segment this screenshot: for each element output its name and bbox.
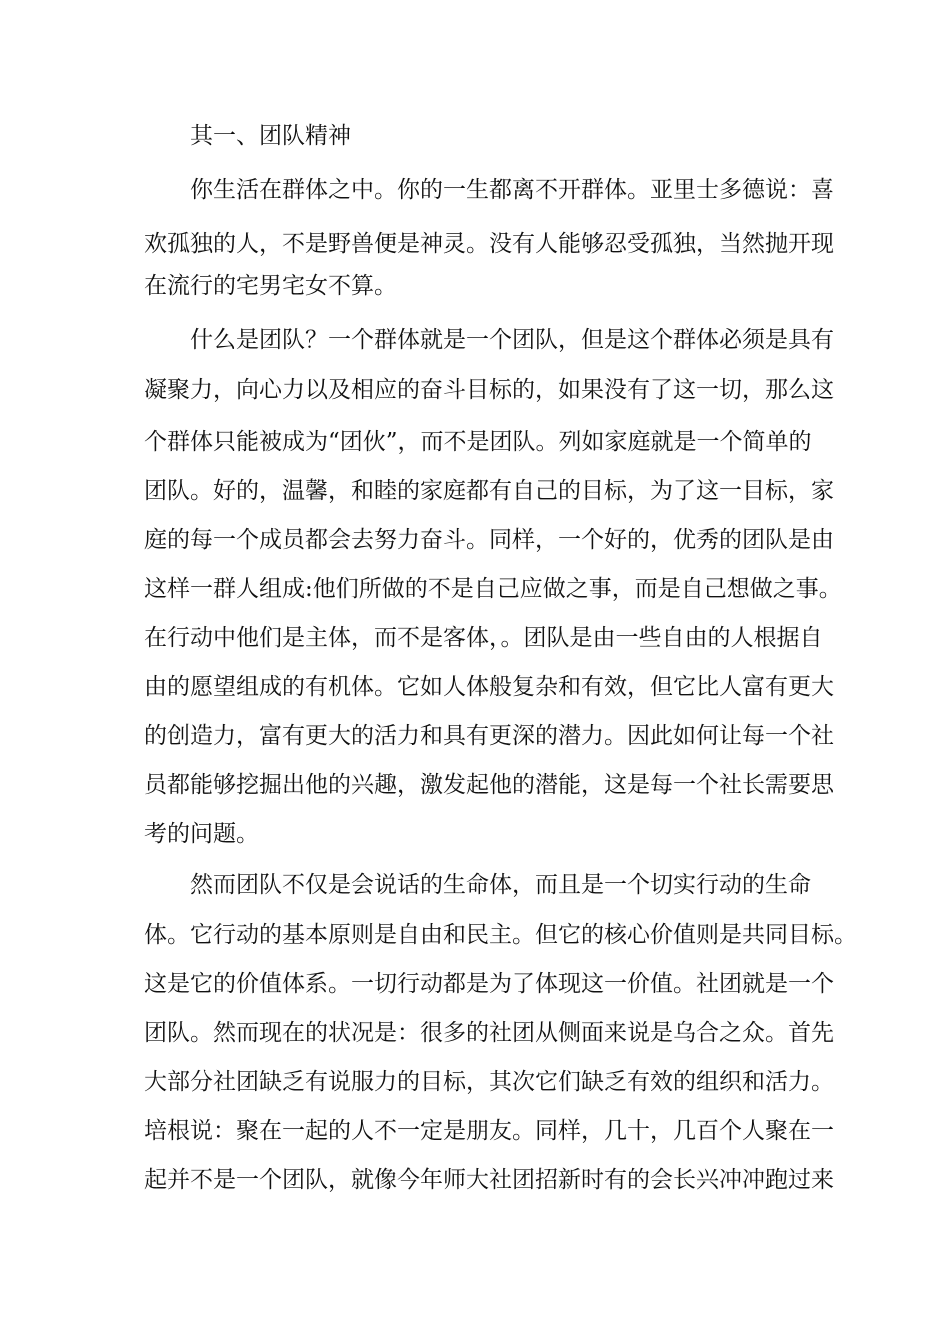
paragraph-1-line-1: 你生活在群体之中。你的一生都离不开群体。亚里士多德说：喜 [190,177,834,203]
paragraph-1-line-2: 欢孤独的人，不是野兽便是神灵。没有人能够忍受孤独，当然抛开现 [144,231,834,257]
paragraph-3-line-1: 然而团队不仅是会说话的生命体，而且是一个切实行动的生命 [190,872,811,898]
paragraph-3-line-7: 起并不是一个团队，就像今年师大社团招新时有的会长兴冲冲跑过来 [144,1167,834,1193]
paragraph-3-line-2: 体。它行动的基本原则是自由和民主。但它的核心价值则是共同目标。 [144,922,857,948]
paragraph-3-line-3: 这是它的价值体系。一切行动都是为了体现这一价值。社团就是一个 [144,971,834,997]
section-heading: 其一、团队精神 [190,123,351,149]
paragraph-2-line-4: 团队。好的，温馨，和睦的家庭都有自己的目标，为了这一目标，家 [144,478,834,504]
paragraph-2-line-5: 庭的每一个成员都会去努力奋斗。同样，一个好的，优秀的团队是由 [144,527,834,553]
paragraph-3-line-6: 培根说：聚在一起的人不一定是朋友。同样，几十，几百个人聚在一 [144,1118,834,1144]
paragraph-3-line-4: 团队。然而现在的状况是：很多的社团从侧面来说是乌合之众。首先 [144,1020,834,1046]
paragraph-1-line-3: 在流行的宅男宅女不算。 [144,273,397,299]
paragraph-2-line-11: 考的问题。 [144,821,259,847]
paragraph-2-line-3: 个群体只能被成为“团伙”，而不是团队。列如家庭就是一个简单的 [144,429,812,455]
paragraph-2-line-6: 这样一群人组成:他们所做的不是自己应做之事，而是自己想做之事。 [144,576,842,602]
paragraph-3-line-5: 大部分社团缺乏有说服力的目标，其次它们缺乏有效的组织和活力。 [144,1069,834,1095]
paragraph-2-line-8: 由的愿望组成的有机体。它如人体般复杂和有效，但它比人富有更大 [144,674,834,700]
paragraph-2-line-2: 凝聚力，向心力以及相应的奋斗目标的，如果没有了这一切，那么这 [144,377,834,403]
paragraph-2-line-7: 在行动中他们是主体，而不是客体，。团队是由一些自由的人根据自 [144,625,823,651]
paragraph-2-line-1: 什么是团队？一个群体就是一个团队，但是这个群体必须是具有 [190,327,834,353]
paragraph-2-line-10: 员都能够挖掘出他的兴趣，激发起他的潜能，这是每一个社长需要思 [144,772,834,798]
paragraph-2-line-9: 的创造力，富有更大的活力和具有更深的潜力。因此如何让每一个社 [144,723,834,749]
